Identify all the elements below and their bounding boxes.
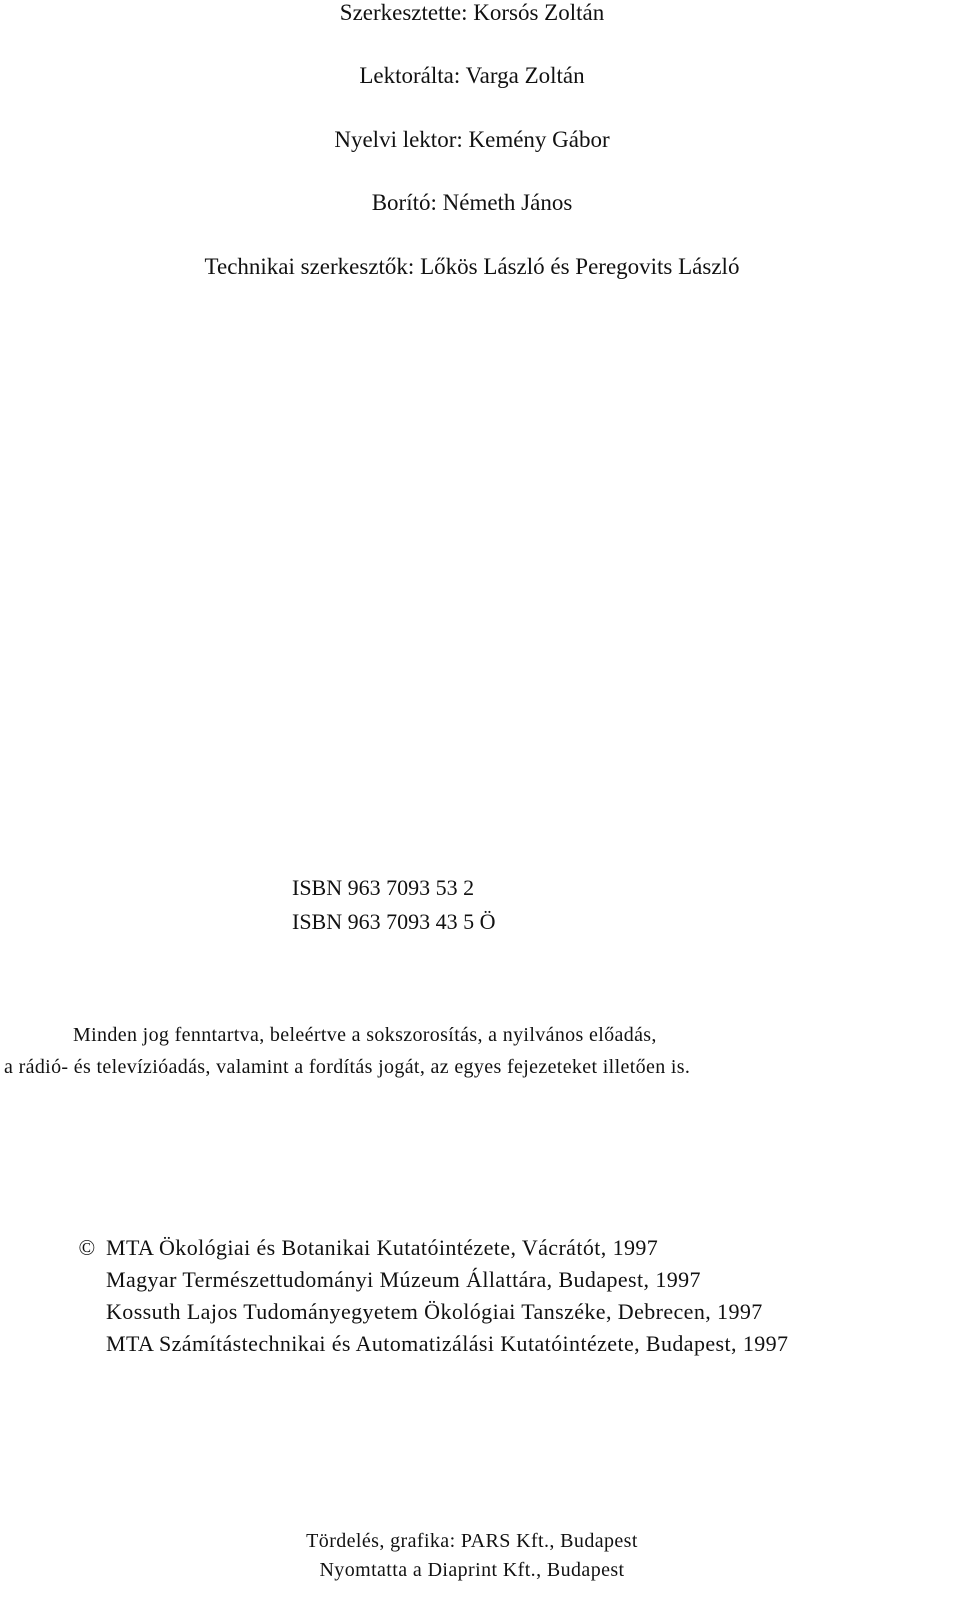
- rights-notice: [0, 1019, 960, 1083]
- language-editor-credit: Nyelvi lektor: Kemény Gábor: [334, 127, 610, 152]
- copyright-row: [74, 1232, 788, 1264]
- isbn-line: ISBN 963 7093 43 5 Ö: [292, 909, 496, 934]
- printing-credit: Nyomtatta a Diaprint Kft., Budapest: [319, 1559, 625, 1581]
- isbn-block: [292, 871, 496, 939]
- typesetting-credit: Tördelés, grafika: PARS Kft., Budapest: [306, 1530, 638, 1552]
- rights-line: Minden jog fenntartva, beleértve a sokszorosítás, a nyilvános előadás,: [73, 1024, 657, 1046]
- copyright-holder: MTA Ökológiai és Botanikai Kutatóintézete, Vácrátót, 1997: [106, 1235, 659, 1260]
- copyright-holder: MTA Számítástechnikai és Automatizálási Kutatóintézete, Budapest, 1997: [106, 1331, 789, 1356]
- isbn-line: ISBN 963 7093 53 2: [292, 875, 475, 900]
- copyright-icon: ©: [78, 1235, 96, 1260]
- copyright-block: [74, 1232, 788, 1360]
- copyright-holder: Magyar Természettudományi Múzeum Állattára, Budapest, 1997: [106, 1267, 701, 1292]
- copyright-holder: Kossuth Lajos Tudományegyetem Ökológiai Tanszéke, Debrecen, 1997: [106, 1299, 763, 1324]
- technical-editors-credit: Technikai szerkesztők: Lőkös László és Peregovits László: [204, 254, 740, 279]
- editor-credit: Szerkesztette: Korsós Zoltán: [339, 0, 605, 25]
- cover-credit: Borító: Németh János: [371, 190, 573, 215]
- printing-footer: [0, 1527, 944, 1585]
- reviewer-credit: Lektorálta: Varga Zoltán: [359, 63, 585, 88]
- rights-line: a rádió- és televízióadás, valamint a fordítás jogát, az egyes fejezeteket illetően is.: [4, 1056, 691, 1078]
